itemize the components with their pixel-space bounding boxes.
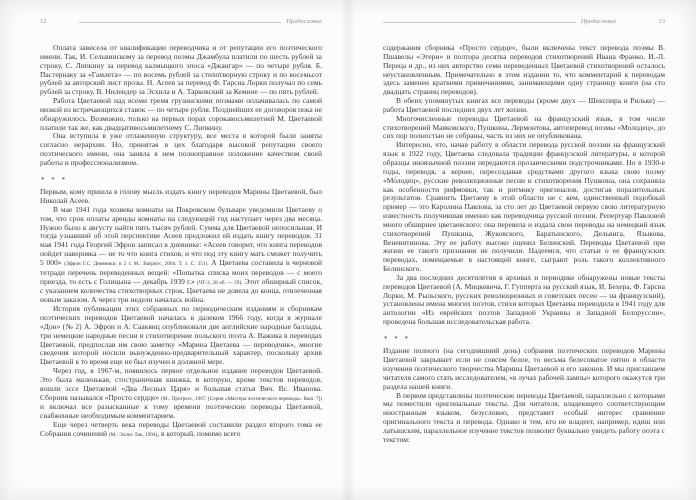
paragraph <box>383 392 665 445</box>
paragraph-text: Первым, кому пришла в голову мысль издать книгу переводов Марины Цветаевой, был Николай Асеев. <box>40 187 322 205</box>
paragraph <box>40 421 322 440</box>
page-body-left <box>40 44 322 440</box>
paragraph-text: и включал все разысканные к тому времени поэтические переводы Цветаевой, снабженные необходимым комментарием. <box>40 402 322 421</box>
paragraph-text: А Цветаева составила в черновой тетради перечень переведенных вещей: «Попытка списка моих переводов — с моего приезда, то есть с Голицына — декабрь 1939 г.» <box>40 257 323 286</box>
header-rule-left <box>79 22 282 23</box>
inline-citation: (Эфрон Г.С. Дневники: в 2 т. М.: Вагриус, 2004. Т. 1. С. 351). <box>64 260 209 267</box>
paragraph-text: Этот обширный список, с указанием количества стихотворных строк, Цветаева не довела до конца, отвлеченная новым заказом. А через три недели началась война. <box>40 276 322 305</box>
paragraph <box>40 206 322 305</box>
page-number-right: 13 <box>658 18 665 25</box>
paragraph-text: , в который, помимо всего <box>157 428 241 438</box>
paragraph <box>383 97 665 115</box>
paragraph-text: Многочисленные переводы Цветаевой на французский язык, в том числе стихотворений Маяковского, Пушкина, Лермонтова, автоперевод поэмы «Мо́лодец», до сих пор полностью не собраны, часть из них не опубликована. <box>383 113 665 141</box>
inline-citation: (ЧТ-3, 28 об. — 29). <box>197 279 243 286</box>
section-separator: * * * <box>41 175 68 184</box>
paragraph-text: Работа Цветаевой над всеми тремя грузинскими поэмами оплачивалась по самой низкой из встречающихся ставок — по четыре рубля. Позднейших ее договоров пока не обнаружилось. Возможно, только на первых порах сорокавосьмилетней М. Цветаевой платили так же, как двадцативосьмилетнему С. Липкину. <box>40 96 322 132</box>
paragraph <box>40 44 322 97</box>
paragraph-text: Оплата зависела от квалификации переводчика и от репутации его поэтического имени. Так, И. Сельвинскому за перевод поэмы Джамбула платили по шесть рублей за строку, С. Липкину за перевод калмыцкого эпоса «Джангар» — по четыре рубля. Б. Пастернаку за «Гамлета» — по восемь рублей за стихотворную строку и по восемьсот рублей за авторский лист прозы. Н. Асеев за перевод Ф. Гарсиа Лорки получал по семь рублей за строку, В. Нилендер за Эсхила и А. Тарковский за Кемине — по пять рублей. <box>40 43 322 97</box>
paragraph-text: За два последних десятилетия в архивах и периодике обнаружены новые тексты переводов Цветаевой (А. Мицкевича, Г. Гупперта на русский язык, И. Бехера, Ф. Гарсиа Лорки, М. Рыльского, русских революционных и советских песен — на французский), установлены имена многих поэтов, стихи которых Цветаева переводила в 1941 году для антологии «Из еврейских поэтов Западной Украины и Западной Белоруссии», проведена большая исследовательская работа. <box>383 272 665 327</box>
page-number-left: 12 <box>40 18 47 25</box>
paragraph-text: В мае 1941 года хозяева комнаты на Покровском бульваре уведомили Цветаеву о том, что срок оплаты аренды комнаты на следующий год наступает через два месяца. Нужно было к августу найти пять тысяч рублей. Сумма для Цветаевой непосильная. И тогда узнавший об этой перспективе Асеев предложил ей издать книгу переводов. 31 мая 1941 года Георгий Эфрон записал в дневнике: «Асеев говорит, что книга переводов пойдет наверняка — не то что книга стихов, и что под эту книгу мать сможет получить 5 000» <box>40 204 322 267</box>
paragraph-text: Через год, в 1967-м, появилось первое отдельное издание переводов Цветаевой. Это была маленькая, стостраничная книжка, в которую, кроме текстов переводов, вошли эссе Цветаевой «Два Лесных Царя» и большая статья Вяч. Вс. Иванова. Сборник назывался «Просто сердце» <box>40 366 322 402</box>
inline-citation: (М.: Прогресс, 1967. [Серия «Мастера поэтического перевода». Вып. 7]) <box>161 395 323 402</box>
running-title-left: Предисловие <box>286 18 322 25</box>
running-head-left <box>40 17 322 27</box>
paragraph <box>40 305 322 367</box>
running-title-right: Предисловие <box>580 18 617 25</box>
paragraph-text: В обеих упомянутых книгах все переводы (кроме двух — Шекспира и Рильке) — работа Цветаевой последних двух лет жизни. <box>383 96 665 114</box>
paragraph <box>383 347 665 391</box>
header-rule-right <box>383 22 576 23</box>
paragraph-text: История публикации этих собранных по периодическим изданиям и сборникам поэтических переводов Цветаевой началась в далеком 1966 году, когда в журнале «Дон» (№ 2) А. Эфрон и А. Саакянц опубликовали две английские народные баллады, три немецкие народные песни и стихотворение польского поэта А. Важика в переводах Цветаевой, предпослав им свою заметку «Марина Цветаева — переводчик», многие сведения которой носили вынужденно-предварительный характер, поскольку архив Цветаевой в то время еще не был изучен в должной мере. <box>40 304 322 367</box>
paragraph-text: В первом представлены поэтические переводы Цветаевой, параллельно с которыми мы поместили оригинальные тексты. Для читателя, владеющего соответствующим иностранным языком, безусловно, представит особый интерес сравнение оригинального текста и перевода. Однако и тем, кто не владеет, например, идиш или латышским, параллельное изучение текстов позволит буквально увидеть работу поэта с текстом: <box>383 390 665 444</box>
page-right <box>348 0 696 500</box>
paragraph <box>383 44 665 97</box>
inline-citation: (М.: Эллис Лак, 1994) <box>108 431 158 438</box>
paragraph-text: Она вступила в уже отлаженную структуру, все места в которой были заняты согласно иерархии. Но, принятая в цех благодаря высокой репутации своего поэтического имени, она заняла в нем полноправное положение качеством своей работы и профессионализмом. <box>40 131 322 167</box>
paragraph <box>40 132 322 167</box>
paragraph <box>40 367 322 421</box>
paragraph-text: Еще через четверть века переводы Цветаевой составили раздел второго тома ее Собрания сочинений <box>40 420 322 438</box>
paragraph-text: Издание полного (на сегодняшний день) собрания поэтических переводов Марины Цветаевой закрывает если не совсем белое, то весьма белесоватое пятно в области изучения поэтического творчества Марины Цветаевой и его законов. И мы приглашаем читателя самого стать исследователем, «в лучах рабочей лампы» которого окажутся три раздела нашей книги. <box>383 346 665 391</box>
page-body-right <box>383 44 665 445</box>
paragraph-text: содержания сборника «Просто сердце», были включены текст перевода поэмы В. Пшавелы «Этери» и полтора десятка переводов стихотворений Ивана Франко, И.-Л. Переца и др., из них авторство семи переведенных Цветаевой стихотворений осталось неустановленным. Примечательно в этом издании то, что комментарий к переводам здесь заменен краткими примечаниями, занимающими одну страницу книги (на сто двадцать страниц переводов). <box>383 43 665 97</box>
paragraph <box>383 115 665 142</box>
running-head-right <box>383 17 665 27</box>
paragraph-text: Интересно, что, начав работу в области перевода русской поэзии на французский язык в 1922 году, Цветаева следовала традиции французской литературы, в которой образцы иноязычной поэзии передаются прозаическими подстрочниками. Но в 1930-е годы, переводя, а вернее, пересоздавая средствами другого языка свою поэму «Мо́лодец», русские революционные песни и стихотворения Пушкина, она сохраняла как особенности рифмовки, так и ритмику оригиналов, достигая поразительных результатов. Сравнить Цветаеву в этой области не с кем, единственный подобный пример — это Каролина Павлова, за сто лет до Цветаевой первую свою литературную известность получившая именно как переводчица русской поэзии. Репертуар Павловой много обширнее цветаевского: она перевела и издала свои переводы на немецкий язык стихотворений Пушкина, Жуковского, Баратынского, Дельвига, Языкова, Веневитинова. Эту ее работу высоко оценил Белинский. Переводы Цветаевой при жизни ее такого признания не получили. Надеемся, что статьи о ее французских переводах, помещаемые в настоящей книге, сыграют роль такого коллективного Белинского. <box>383 140 665 274</box>
paragraph <box>40 97 322 132</box>
section-separator: * * * <box>384 335 411 343</box>
paragraph <box>383 141 665 274</box>
paragraph <box>383 274 665 327</box>
paragraph <box>40 188 322 206</box>
